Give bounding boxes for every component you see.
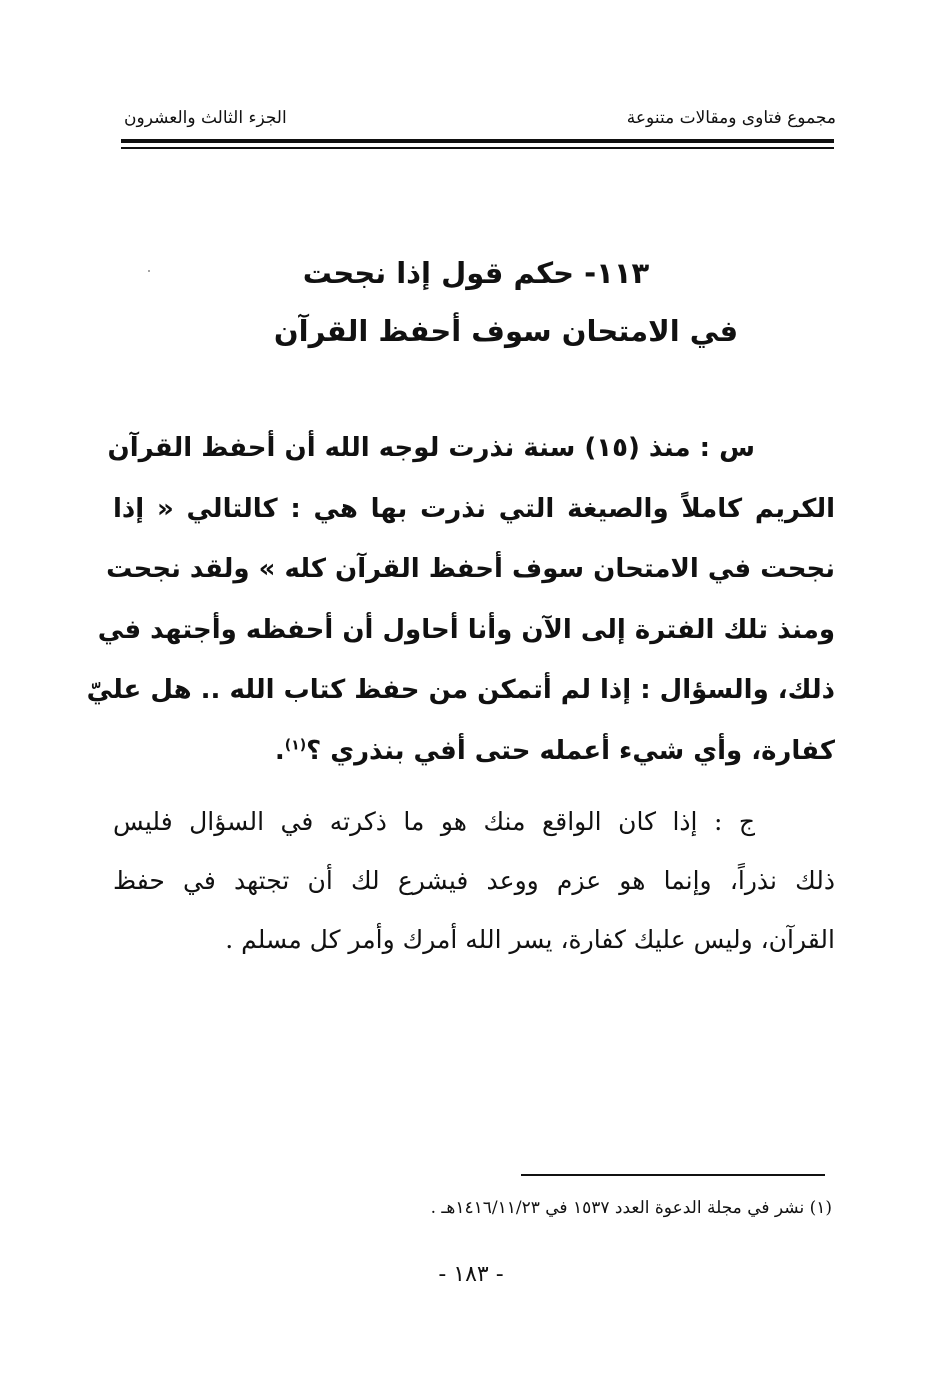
- running-header-volume: الجزء الثالث والعشرون: [124, 108, 287, 128]
- footnote: (١) نشر في مجلة الدعوة العدد ١٥٣٧ في ١٤١٦/١١/٢٣هـ .: [430, 1198, 832, 1218]
- answer-paragraph: [113, 792, 835, 969]
- answer-line: ج : إذا كان الواقع منك هو ما ذكرته في السؤال فليس: [113, 807, 755, 836]
- footnote-marker: (١): [284, 736, 307, 753]
- question-line: الكريم كاملاً والصيغة التي نذرت بها هي : كالتالي « إذا: [113, 493, 835, 524]
- question-line: س : منذ (١٥) سنة نذرت لوجه الله أن أحفظ القرآن: [107, 433, 755, 463]
- title-line-2: في الامتحان سوف أحفظ القرآن: [273, 314, 739, 348]
- running-header-book-title: مجموع فتاوى ومقالات متنوعة: [626, 108, 836, 128]
- question-line: كفارة، وأي شيء أعمله حتى أفي بنذري ؟: [306, 735, 835, 766]
- question-line: ذلك، والسؤال : إذا لم أتمكن من حفظ كتاب الله .. هل عليّ: [86, 675, 835, 705]
- header-rule-thick: [121, 139, 834, 143]
- question-line: نجحت في الامتحان سوف أحفظ القرآن كله » ولقد نجحت: [106, 554, 835, 584]
- question-line: ومنذ تلك الفترة إلى الآن وأنا أحاول أن أحفظه وأجتهد في: [97, 614, 835, 645]
- question-paragraph: [86, 418, 835, 781]
- answer-line: القرآن، وليس عليك كفارة، يسر الله أمرك وأمر كل مسلم .: [225, 925, 835, 954]
- header-rule-thin: [121, 147, 834, 149]
- question-last-line: [113, 721, 835, 782]
- title-line-1: ١١٣- حكم قول إذا نجحت: [302, 256, 650, 290]
- page-number: - ١٨٣ -: [438, 1262, 504, 1287]
- article-title: [120, 244, 832, 360]
- question-end-mark: .: [274, 735, 285, 766]
- footnote-separator: [521, 1174, 825, 1176]
- answer-line: ذلك نذراً، وإنما هو عزم ووعد فيشرع لك أن تجتهد في حفظ: [113, 866, 835, 895]
